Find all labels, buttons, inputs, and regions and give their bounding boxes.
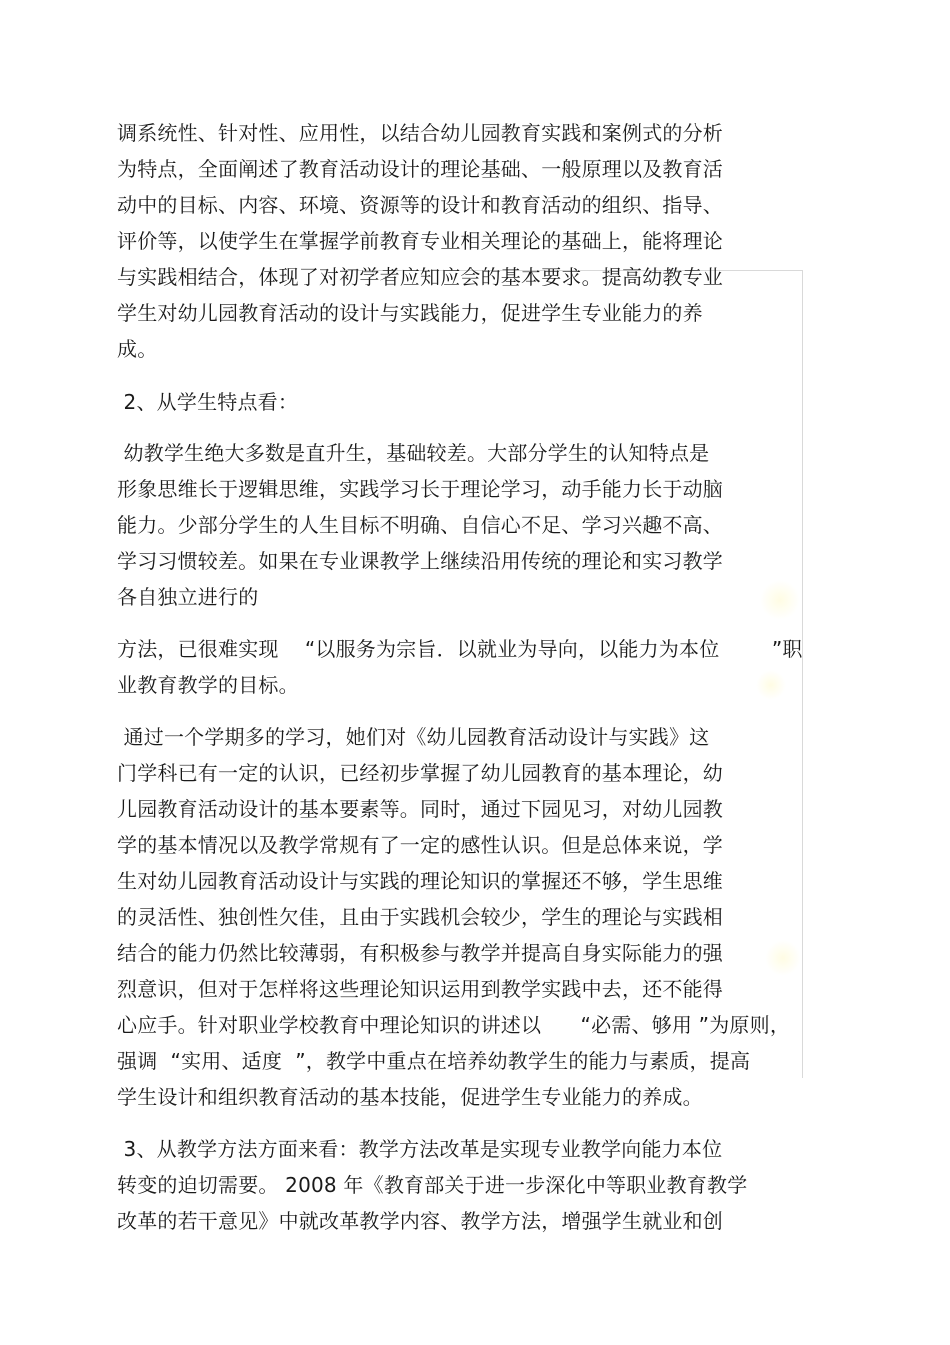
paragraph-line: 调系统性、针对性、应用性，以结合幼儿园教育实践和案例式的分析 <box>117 121 723 145</box>
paragraph-line: 与实践相结合，体现了对初学者应知应会的基本要求。提高幼教专业 <box>117 265 723 289</box>
paragraph-line: 成。 <box>117 337 158 361</box>
paragraph-line: 烈意识，但对于怎样将这些理论知识运用到教学实践中去，还不能得 <box>117 977 723 1001</box>
paragraph-line: 学生对幼儿园教育活动的设计与实践能力，促进学生专业能力的养 <box>117 301 703 325</box>
paragraph-line: 转变的迫切需要。 2008 年《教育部关于进一步深化中等职业教育教学 <box>117 1173 748 1197</box>
paragraph-line: 儿园教育活动设计的基本要素等。同时，通过下园见习，对幼儿园教 <box>117 797 723 821</box>
paragraph-line: 各自独立进行的 <box>117 585 259 609</box>
paragraph-line: 学的基本情况以及教学常规有了一定的感性认识。但是总体来说，学 <box>117 833 723 857</box>
paragraph-line: 学生设计和组织教育活动的基本技能，促进学生专业能力的养成。 <box>117 1085 703 1109</box>
paragraph-line: 改革的若干意见》中就改革教学内容、教学方法，增强学生就业和创 <box>117 1209 723 1233</box>
paragraph-line: 能力。少部分学生的人生目标不明确、自信心不足、学习兴趣不高、 <box>117 513 723 537</box>
paragraph-line: 动中的目标、内容、环境、资源等的设计和教育活动的组织、指导、 <box>117 193 723 217</box>
frame-right-border <box>802 270 803 1078</box>
paragraph-line: 生对幼儿园教育活动设计与实践的理论知识的掌握还不够，学生思维 <box>117 869 723 893</box>
paragraph-line: 的灵活性、独创性欠佳，且由于实践机会较少，学生的理论与实践相 <box>117 905 723 929</box>
paragraph-line: 学习习惯较差。如果在专业课教学上继续沿用传统的理论和实习教学 <box>117 549 723 573</box>
section-heading: 2、从学生特点看： <box>117 390 299 414</box>
paragraph-line: 业教育教学的目标。 <box>117 673 299 697</box>
paragraph-line: 幼教学生绝大多数是直升生，基础较差。大部分学生的认知特点是 <box>117 441 710 465</box>
paragraph-line: 方法，已很难实现 “以服务为宗旨．以就业为导向，以能力为本位 ”职 <box>117 637 803 661</box>
paragraph-line: 门学科已有一定的认识，已经初步掌握了幼儿园教育的基本理论，幼 <box>117 761 723 785</box>
paragraph-line: 结合的能力仍然比较薄弱，有积极参与教学并提高自身实际能力的强 <box>117 941 723 965</box>
paragraph-line: 心应手。针对职业学校教育中理论知识的讲述以 “必需、够用 ”为原则， <box>117 1013 791 1037</box>
paragraph-line: 强调 “实用、适度 ”，教学中重点在培养幼教学生的能力与素质，提高 <box>117 1049 751 1073</box>
paragraph-line: 评价等，以使学生在掌握学前教育专业相关理论的基础上，能将理论 <box>117 229 723 253</box>
paragraph-line: 形象思维长于逻辑思维，实践学习长于理论学习，动手能力长于动脑 <box>117 477 723 501</box>
scan-highlight <box>756 670 786 700</box>
paragraph-line: 通过一个学期多的学习，她们对《幼儿园教育活动设计与实践》这 <box>117 725 710 749</box>
paragraph-line: 为特点，全面阐述了教育活动设计的理论基础、一般原理以及教育活 <box>117 157 723 181</box>
section-heading: 3、从教学方法方面来看：教学方法改革是实现专业教学向能力本位 <box>117 1137 723 1161</box>
scan-highlight <box>765 940 801 976</box>
scan-highlight <box>760 580 800 620</box>
